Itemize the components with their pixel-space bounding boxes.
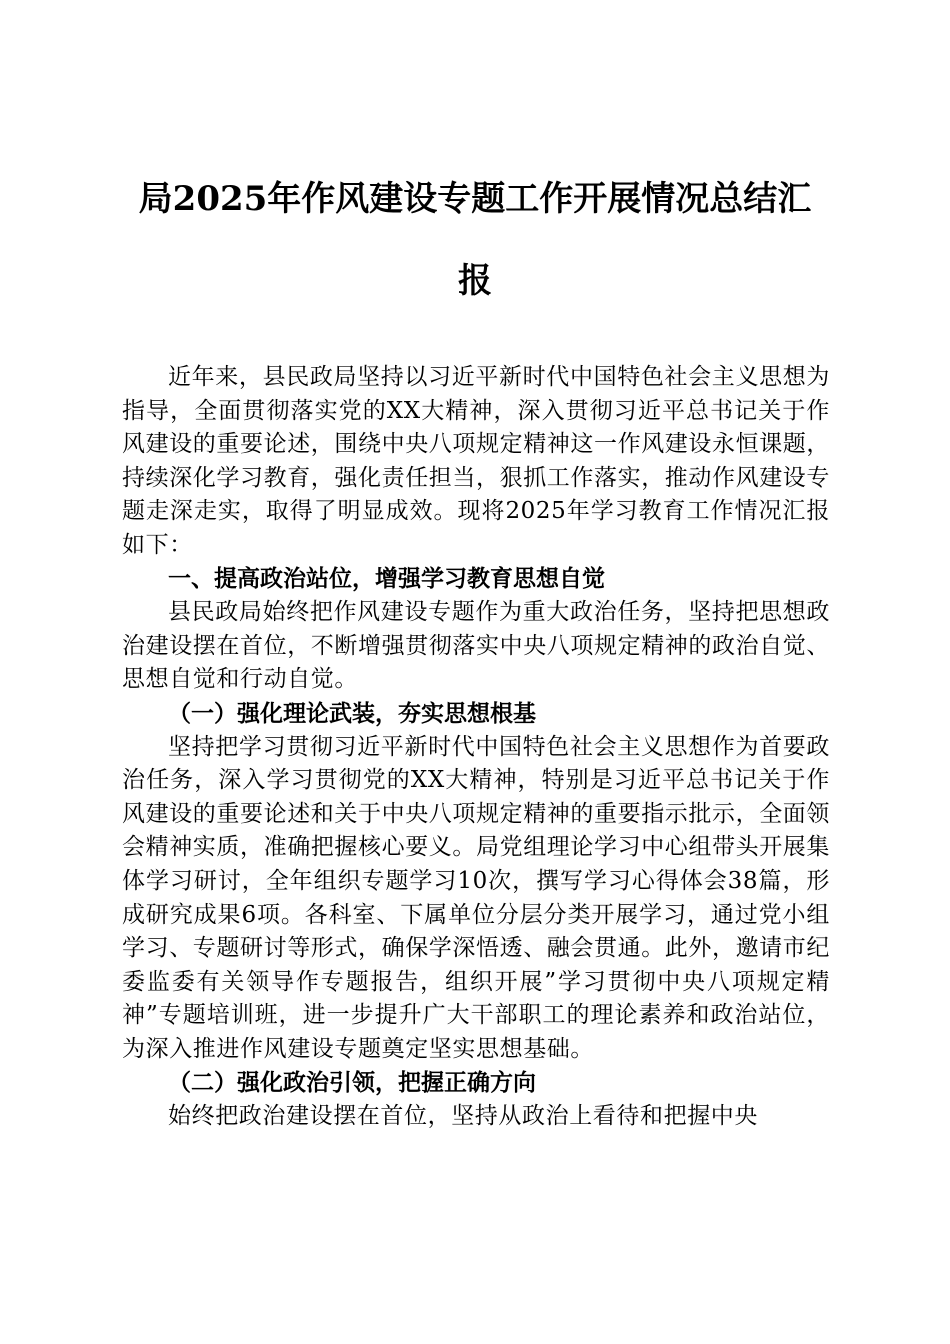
subsection-heading-2: （二）强化政治引领，把握正确方向 [168,1069,536,1097]
document-body [122,361,830,1134]
section-heading-1: 一、提高政治站位，增强学习教育思想自觉 [168,565,605,592]
title-line-1: 局2025年作风建设专题工作开展情况总结汇 [138,179,812,219]
subsection-1-paragraph: 坚持把学习贯彻习近平新时代中国特色社会主义思想作为首要政治任务，深入学习贯彻党的XX大精神，特别是习近平总书记关于作风建设的重要论述和关于中央八项规定精神的重要指示批示，全面领会精神实质，准确把握核心要义。局党组理论学习中心组带头开展集体学习研讨，全年组织专题学习10次，撰写学习心得体会38篇，形成研究成果6项。各科室、下属单位分层分类开展学习，通过党小组学习、专题研讨等形式，确保学深悟透、融会贯通。此外，邀请市纪委监委有关领导作专题报告，组织开展”学习贯彻中央八项规定精神”专题培训班，进一步提升广大干部职工的理论素养和政治站位，为深入推进作风建设专题奠定坚实思想基础。 [122,733,830,1062]
document-title [110,158,840,322]
subsection-2-paragraph: 始终把政治建设摆在首位，坚持从政治上看待和把握中央 [168,1103,758,1130]
section-1-paragraph: 县民政局始终把作风建设专题作为重大政治任务，坚持把思想政治建设摆在首位，不断增强贯彻落实中央八项规定精神的政治自觉、思想自觉和行动自觉。 [122,599,830,693]
intro-paragraph: 近年来，县民政局坚持以习近平新时代中国特色社会主义思想为指导，全面贯彻落实党的XX大精神，深入贯彻习近平总书记关于作风建设的重要论述，围绕中央八项规定精神这一作风建设永恒课题，持续深化学习教育，强化责任担当，狠抓工作落实，推动作风建设专题走深走实，取得了明显成效。现将2025年学习教育工作情况汇报如下： [122,364,830,558]
title-line-2: 报 [458,261,492,301]
subsection-heading-1: （一）强化理论武装，夯实思想根基 [168,699,536,727]
